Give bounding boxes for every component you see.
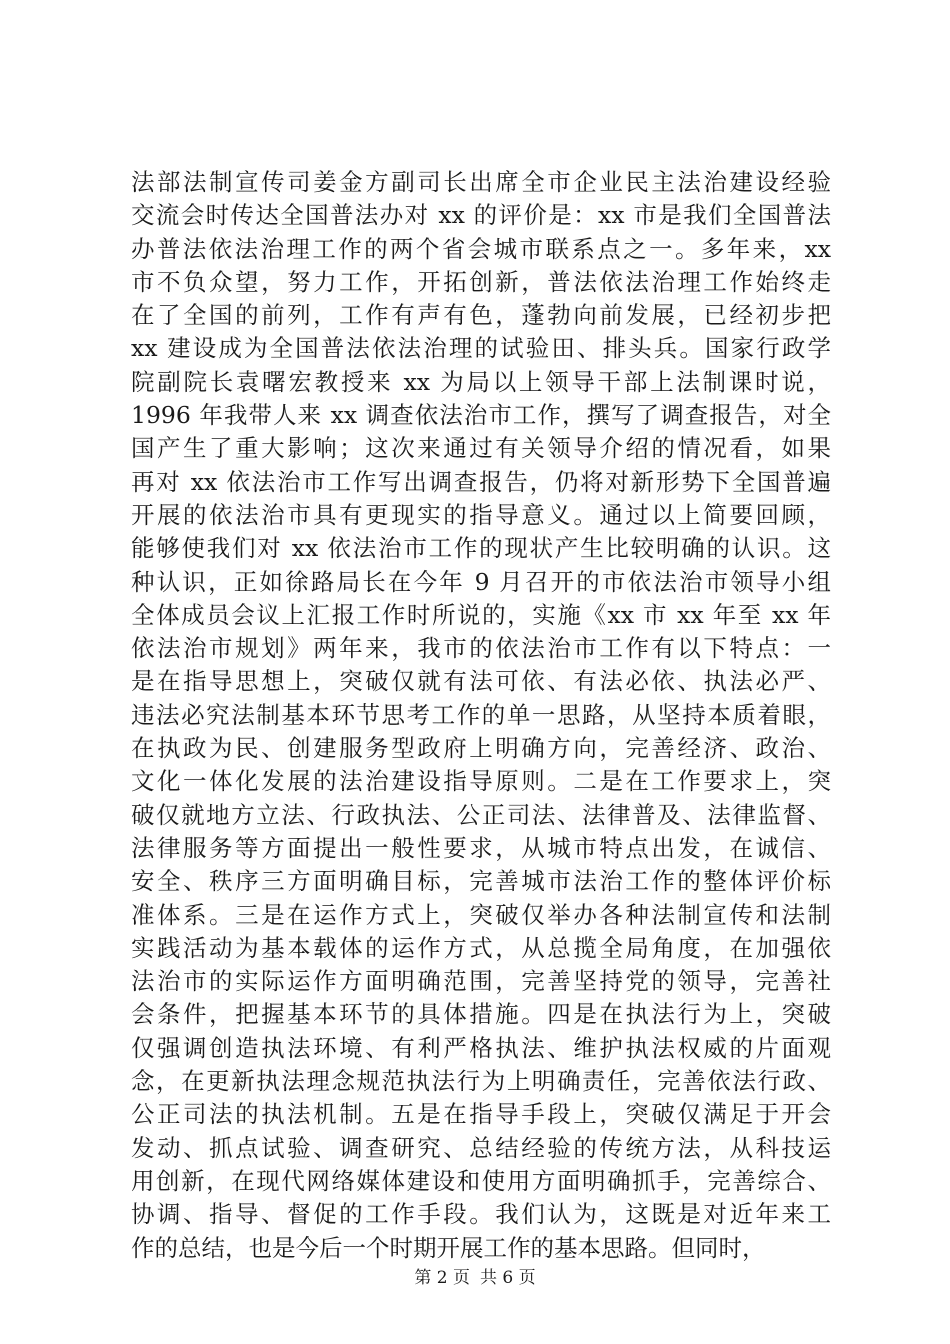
text-line: 公正司法的执法机制。五是在指导手段上，突破仅满足于开会 (131, 1100, 831, 1129)
text-line: 依法治市规划》两年来，我市的依法治市工作有以下特点：一 (131, 634, 831, 663)
text-line: xx 建设成为全国普法依法治理的试验田、排头兵。国家行政学 (131, 334, 831, 363)
text-line: 在了全国的前列，工作有声有色，蓬勃向前发展，已经初步把 (131, 301, 831, 330)
body-paragraph (131, 166, 831, 1265)
text-line: 全体成员会议上汇报工作时所说的，实施《xx 市 xx 年至 xx 年 (131, 600, 831, 629)
text-line: 办普法依法治理工作的两个省会城市联系点之一。多年来，xx (131, 234, 831, 263)
text-line: 再对 xx 依法治市工作写出调查报告，仍将对新形势下全国普遍 (131, 467, 831, 496)
text-line: 法部法制宣传司姜金方副司长出席全市企业民主法治建设经验 (131, 168, 831, 196)
text-line: 实践活动为基本载体的运作方式，从总揽全局角度，在加强依 (131, 933, 831, 962)
text-line: 安全、秩序三方面明确目标，完善城市法治工作的整体评价标 (131, 867, 831, 896)
text-line: 市不负众望，努力工作，开拓创新，普法依法治理工作始终走 (131, 267, 831, 296)
text-line: 能够使我们对 xx 依法治市工作的现状产生比较明确的认识。这 (131, 534, 831, 563)
text-line: 违法必究法制基本环节思考工作的单一思路，从坚持本质着眼， (131, 700, 831, 729)
text-line: 法律服务等方面提出一般性要求，从城市特点出发，在诚信、 (131, 833, 831, 862)
text-line: 国产生了重大影响；这次来通过有关领导介绍的情况看，如果 (131, 434, 831, 463)
text-line: 准体系。三是在运作方式上，突破仅举办各种法制宣传和法制 (131, 900, 831, 929)
text-line: 破仅就地方立法、行政执法、公正司法、法律普及、法律监督、 (131, 800, 831, 829)
text-line: 是在指导思想上，突破仅就有法可依、有法必依、执法必严、 (131, 667, 831, 696)
page-footer (0, 1268, 950, 1288)
text-line: 文化一体化发展的法治建设指导原则。二是在工作要求上，突 (131, 767, 831, 796)
text-line: 在执政为民、创建服务型政府上明确方向，完善经济、政治、 (131, 734, 831, 763)
text-line: 作的总结，也是今后一个时期开展工作的基本思路。但同时， (131, 1233, 766, 1262)
page-number: 第 2 页 (414, 1268, 470, 1288)
text-line: 法治市的实际运作方面明确范围，完善坚持党的领导，完善社 (131, 967, 831, 996)
text-line: 交流会时传达全国普法办对 xx 的评价是：xx 市是我们全国普法 (131, 201, 831, 230)
text-line: 仅强调创造执法环境、有利严格执法、维护执法权威的片面观 (131, 1033, 831, 1062)
text-line: 协调、指导、督促的工作手段。我们认为，这既是对近年来工 (131, 1200, 831, 1229)
text-line: 念，在更新执法理念规范执法行为上明确责任，完善依法行政、 (131, 1067, 831, 1096)
text-line: 种认识，正如徐路局长在今年 9 月召开的市依法治市领导小组 (131, 567, 831, 596)
text-line: 开展的依法治市具有更现实的指导意义。通过以上简要回顾， (131, 500, 831, 529)
text-line: 院副院长袁曙宏教授来 xx 为局以上领导干部上法制课时说， (131, 367, 831, 396)
text-line: 会条件，把握基本环节的具体措施。四是在执法行为上，突破 (131, 1000, 831, 1029)
text-line: 1996 年我带人来 xx 调查依法治市工作，撰写了调查报告，对全 (131, 401, 831, 430)
text-line: 发动、抓点试验、调查研究、总结经验的传统方法，从科技运 (131, 1133, 831, 1162)
page-total: 共 6 页 (480, 1268, 536, 1288)
text-line: 用创新，在现代网络媒体建设和使用方面明确抓手，完善综合、 (131, 1166, 831, 1195)
